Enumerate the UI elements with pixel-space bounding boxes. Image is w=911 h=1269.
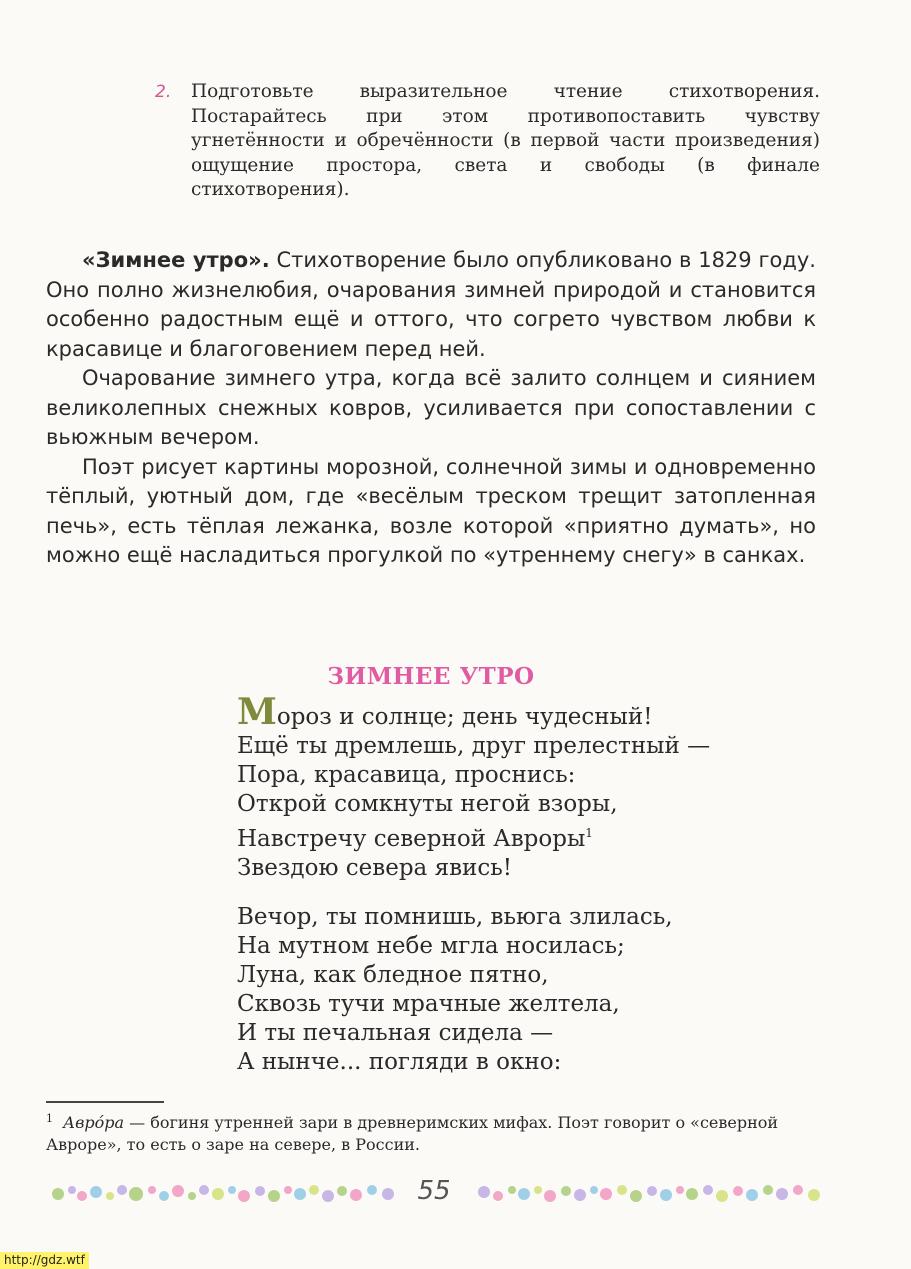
- poem-line: Сквозь тучи мрачные желтела,: [237, 991, 620, 1017]
- decorative-dots: [478, 1185, 820, 1202]
- poem-line-text: ороз и солнце; день чудесный!: [276, 704, 653, 730]
- decorative-dots: [52, 1185, 394, 1202]
- task-number: 2.: [155, 82, 172, 102]
- poem-line: Пора, красавица, проснись:: [237, 762, 576, 788]
- footnote-mark: 1: [46, 1112, 53, 1125]
- poem-line: Луна, как бледное пятно,: [237, 962, 549, 988]
- article-paragraph-1-text: Стихотворение было опубликовано в 1829 году. Оно полно жизнелюбия, очарования зимней природой и становится особенно радостным ещё и оттого, что согрето чувством любви к красавице и благоговением перед ней.: [46, 248, 816, 361]
- poem-line-text: Навстречу северной Авроры: [237, 826, 586, 852]
- poem: [237, 691, 837, 1097]
- poem-stanza-1: [237, 691, 837, 883]
- footnote-reference[interactable]: 1: [585, 826, 593, 840]
- poem-line: Ещё ты дремлешь, друг прелестный —: [237, 733, 711, 759]
- footnote-term: Авро́ра: [63, 1113, 125, 1132]
- article-paragraph-1: [46, 246, 816, 364]
- footnote: [46, 1108, 816, 1156]
- article-heading: «Зимнее утро».: [82, 248, 270, 272]
- site-link[interactable]: http://gdz.wtf: [0, 1252, 89, 1269]
- poem-title: ЗИМНЕЕ УТРО: [327, 663, 535, 690]
- poem-line: Открой сомкнуты негой взоры,: [237, 791, 618, 817]
- footnote-divider: [46, 1101, 164, 1103]
- dots-ornament-right: [476, 1178, 826, 1208]
- article-paragraph-2: Очарование зимнего утра, когда всё залито солнцем и сиянием великолепных снежных ковров, усиливается при сопоставлении с вьюжным вечером.: [46, 366, 816, 449]
- poem-line: А нынче... погляди в окно:: [237, 1049, 562, 1075]
- article-text: [46, 246, 816, 571]
- dots-ornament-left: [50, 1178, 400, 1208]
- poem-stanza-2: [237, 903, 837, 1077]
- drop-cap: М: [237, 691, 277, 733]
- footnote-text: — богиня утренней зари в древнеримских мифах. Поэт говорит о «северной Авроре», то есть о заре на севере, в России.: [46, 1113, 779, 1154]
- task-text: Подготовьте выразительное чтение стихотворения. Постарайтесь при этом противопоставить чувству угнетённости и обречённости (в первой части произведения) ощущение простора, света и свободы (в финале стихотворения).: [191, 81, 820, 200]
- poem-line: [237, 819, 837, 854]
- article-paragraph-3: Поэт рисует картины морозной, солнечной зимы и одновременно тёплый, уютный дом, где «весёлым треском трещит затопленная печь», есть тёплая лежанка, возле которой «приятно думать», но можно ещё насладиться прогулкой по «утреннему снегу» в санках.: [46, 454, 816, 567]
- poem-line: Вечор, ты помнишь, вьюга злилась,: [237, 904, 673, 930]
- page-number: 55: [417, 1176, 451, 1206]
- poem-line: И ты печальная сидела —: [237, 1020, 554, 1046]
- task-block: [155, 80, 820, 203]
- poem-line: Звездою севера явись!: [237, 855, 513, 881]
- poem-line: На мутном небе мгла носилась;: [237, 933, 625, 959]
- poem-line: [237, 691, 837, 733]
